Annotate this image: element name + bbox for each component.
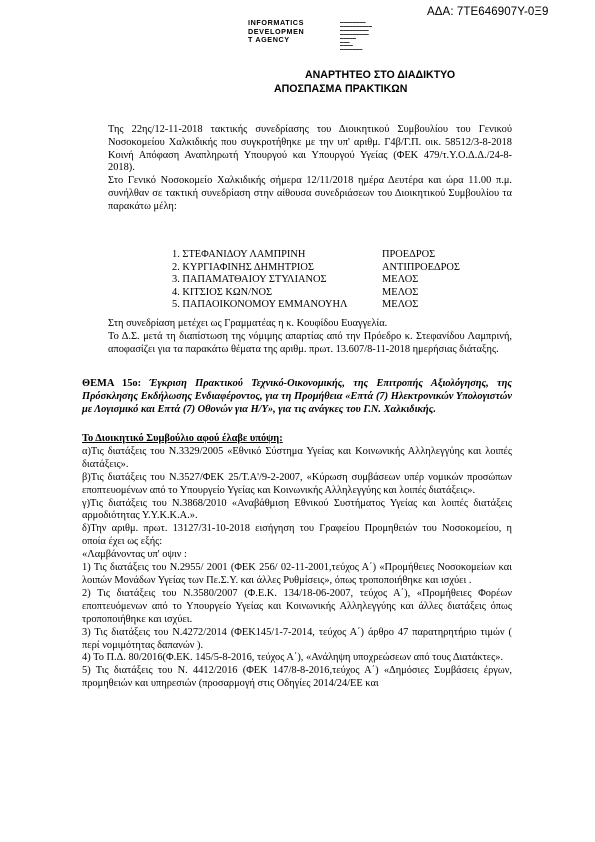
member-role: ΜΕΛΟΣ (382, 286, 419, 298)
member-name: 1. ΣΤΕΦΑΝΙΔΟΥ ΛΑΜΠΡΙΝΗ (172, 249, 306, 260)
member-row (172, 262, 472, 275)
member-role: ΜΕΛΟΣ (382, 274, 419, 286)
consideration-item: β)Τις διατάξεις του Ν.3527/ΦΕΚ 25/Τ.Α'/9-2-2007, «Κύρωση συμβάσεων υπέρ νομικών προσώπων εποπτευομένων από το Υπουργείο Υγείας και Κοινωνικής Αλληλεγγύης και λοιπές διατάξεις». (82, 471, 512, 496)
member-role: ΑΝΤΙΠΡΟΕΔΡΟΣ (382, 261, 460, 273)
member-row (172, 287, 472, 300)
consideration-item: 2) Τις διατάξεις του Ν.3580/2007 (Φ.Ε.Κ. 134/18-06-2007, τεύχος Α΄), «Προμήθειες Φορέων εποπτευόμενων από το Υπουργείο Υγείας και Κοινωνικής Αλληλεγγύης και άλλες διατάξεις όπως τροποποιήθηκε και ισχύει. (82, 587, 512, 625)
member-name: 3. ΠΑΠΑΜΑΤΘΑΙΟΥ ΣΤΥΛΙΑΝΟΣ (172, 274, 327, 286)
subject-text: Έγκριση Πρακτικού Τεχνικό-Οικονομικής, της Επιτροπής Αξιολόγησης, της Πρόσκλησης Εκδήλωσης Ενδιαφέροντος, για τη Προμήθεια «Επτά (7) Ηλεκτρονικών Υπολογιστών με Λογισμικό και Επτά (7) Οθονών για Η/Υ», για τις ανάγκες του Γ.Ν. Χαλκιδικής. (82, 378, 512, 415)
member-name: 5. ΠΑΠΑΟΙΚΟΝΟΜΟΥ ΕΜΜΑΝΟΥΗΛ (172, 299, 348, 311)
consideration-item: 5) Τις διατάξεις του Ν. 4412/2016 (ΦΕΚ 147/8-8-2016,τεύχος Α΄) «Δημόσιες Συμβάσεις έργων, προμηθειών και υπηρεσιών (προσαρμογή στις Οδηγίες 2014/24/ΕΕ και (82, 665, 512, 690)
consideration-item: α)Τις διατάξεις του Ν.3329/2005 «Εθνικό Σύστημα Υγείας και Κοινωνικής Αλληλεγγύης και λοιπές διατάξεις». (82, 445, 512, 470)
ada-code: ΑΔΑ: 7ΤΕ646907Υ-0Ξ9 (427, 6, 549, 18)
consideration-item: 4) Το Π.Δ. 80/2016(Φ.ΕΚ. 145/5-8-2016, τεύχος Α΄), «Ανάληψη υποχρεώσεων από τους Διατάκτες». (82, 652, 504, 664)
member-row (172, 299, 472, 312)
logo-fine-print: ▬▬▬▬▬▬▬▬ ▬▬▬▬▬▬▬▬▬▬ ▬▬▬▬▬▬▬▬▬ ▬▬▬▬▬▬▬▬▬ ▬▬▬▬▬ ▬▬▬ ▬▬▬▬ ▬▬▬▬▬▬▬ (340, 20, 372, 52)
consideration-item: δ)Την αριθμ. πρωτ. 13127/31-10-2018 εισήγηση του Γραφείου Προμηθειών του Νοσοκομείου, η οποία έχει ως εξής: (82, 523, 512, 548)
member-row (172, 274, 472, 287)
member-role: ΜΕΛΟΣ (382, 299, 419, 311)
consideration-item: γ)Τις διατάξεις του Ν.3868/2010 «Αναβάθμιση Εθνικού Συστήματος Υγείας και λοιπές διατάξεις αρμοδιότητας Υ.Υ.Κ.Κ.Α.». (82, 497, 512, 522)
member-row (172, 249, 472, 262)
session-details (108, 318, 512, 356)
members-list (172, 249, 472, 312)
informatics-development-agency-logo (248, 19, 388, 53)
subject-number: ΘΕΜΑ 15ο: (82, 378, 142, 389)
member-name: 2. ΚΥΡΓΙΑΦΙΝΗΣ ΔΗΜΗΤΡΙΟΣ (172, 261, 314, 273)
quorum-paragraph: Το Δ.Σ. μετά τη διαπίστωση της νόμιμης απαρτίας από την Πρόεδρο κ. Στεφανίδου Λαμπρινή, αποφασίζει για τα παρακάτω θέματα της αριθμ. πρωτ. 13.607/8-11-2018 ημερήσιας διάταξης. (108, 330, 512, 355)
agenda-subject (82, 378, 512, 416)
intro-paragraph-1: Της 22ης/12-11-2018 τακτικής συνεδρίασης του Διοικητικού Συμβουλίου του Γενικού Νοσοκομείου Χαλκιδικής που συγκροτήθηκε με την υπ' αριθμ. Γ4β/Γ.Π. οικ. 58512/3-8-2018 Κοινή Απόφαση Αναπληρωτή Υπουργού και Υπουργού Υγείας (ΦΕΚ 479/τ.Υ.Ο.Δ.Δ./24-8-2018). (108, 124, 512, 174)
consideration-item: 3) Τις διατάξεις του Ν.4272/2014 (ΦΕΚ145/1-7-2014, τεύχος Α΄) άρθρο 47 παρατηρητήριο τιμών ( περί νομιμότητας δαπανών ). (82, 626, 512, 651)
consideration-item: 1) Τις διατάξεις του Ν.2955/ 2001 (ΦΕΚ 256/ 02-11-2001,τεύχος Α΄) «Προμήθειες Νοσοκομείων και λοιπών Μονάδων Υγείας των Πε.Σ.Υ. και άλλες Ρυθμίσεις», όπως τροποποιήθηκε και ισχύει . (82, 562, 512, 586)
considerations-heading: Το Διοικητικό Συμβούλιο αφού έλαβε υπόψη: (82, 433, 283, 444)
title-posted-online: ΑΝΑΡΤΗΤΕΟ ΣΤΟ ΔΙΑΔΙΚΤΥΟ (305, 69, 456, 81)
secretary-paragraph: Στη συνεδρίαση μετέχει ως Γραμματέας η κ. Κουφίδου Ευαγγελία. (108, 318, 388, 329)
logo-wordmark: INFORMATICS DEVELOPMEN T AGENCY (248, 18, 305, 45)
intro-paragraph-2: Στο Γενικό Νοσοκομείο Χαλκιδικής σήμερα 12/11/2018 ημέρα Δευτέρα και ώρα 11.00 π.μ. συνήλθαν σε τακτική συνεδρίαση στην αίθουσα συνεδριάσεων του Διοικητικού Συμβουλίου τα παρακάτω μέλη: (108, 175, 512, 212)
title-minutes-extract: ΑΠΟΣΠΑΣΜΑ ΠΡΑΚΤΙΚΩΝ (274, 83, 408, 95)
intro-section (108, 124, 512, 214)
member-role: ΠΡΟΕΔΡΟΣ (382, 249, 436, 260)
considerations-section (82, 433, 512, 691)
consideration-item: «Λαμβάνοντας υπ' οψιν : (82, 549, 187, 561)
member-name: 4. ΚΙΤΣΙΟΣ ΚΩΝ/ΝΟΣ (172, 286, 273, 298)
